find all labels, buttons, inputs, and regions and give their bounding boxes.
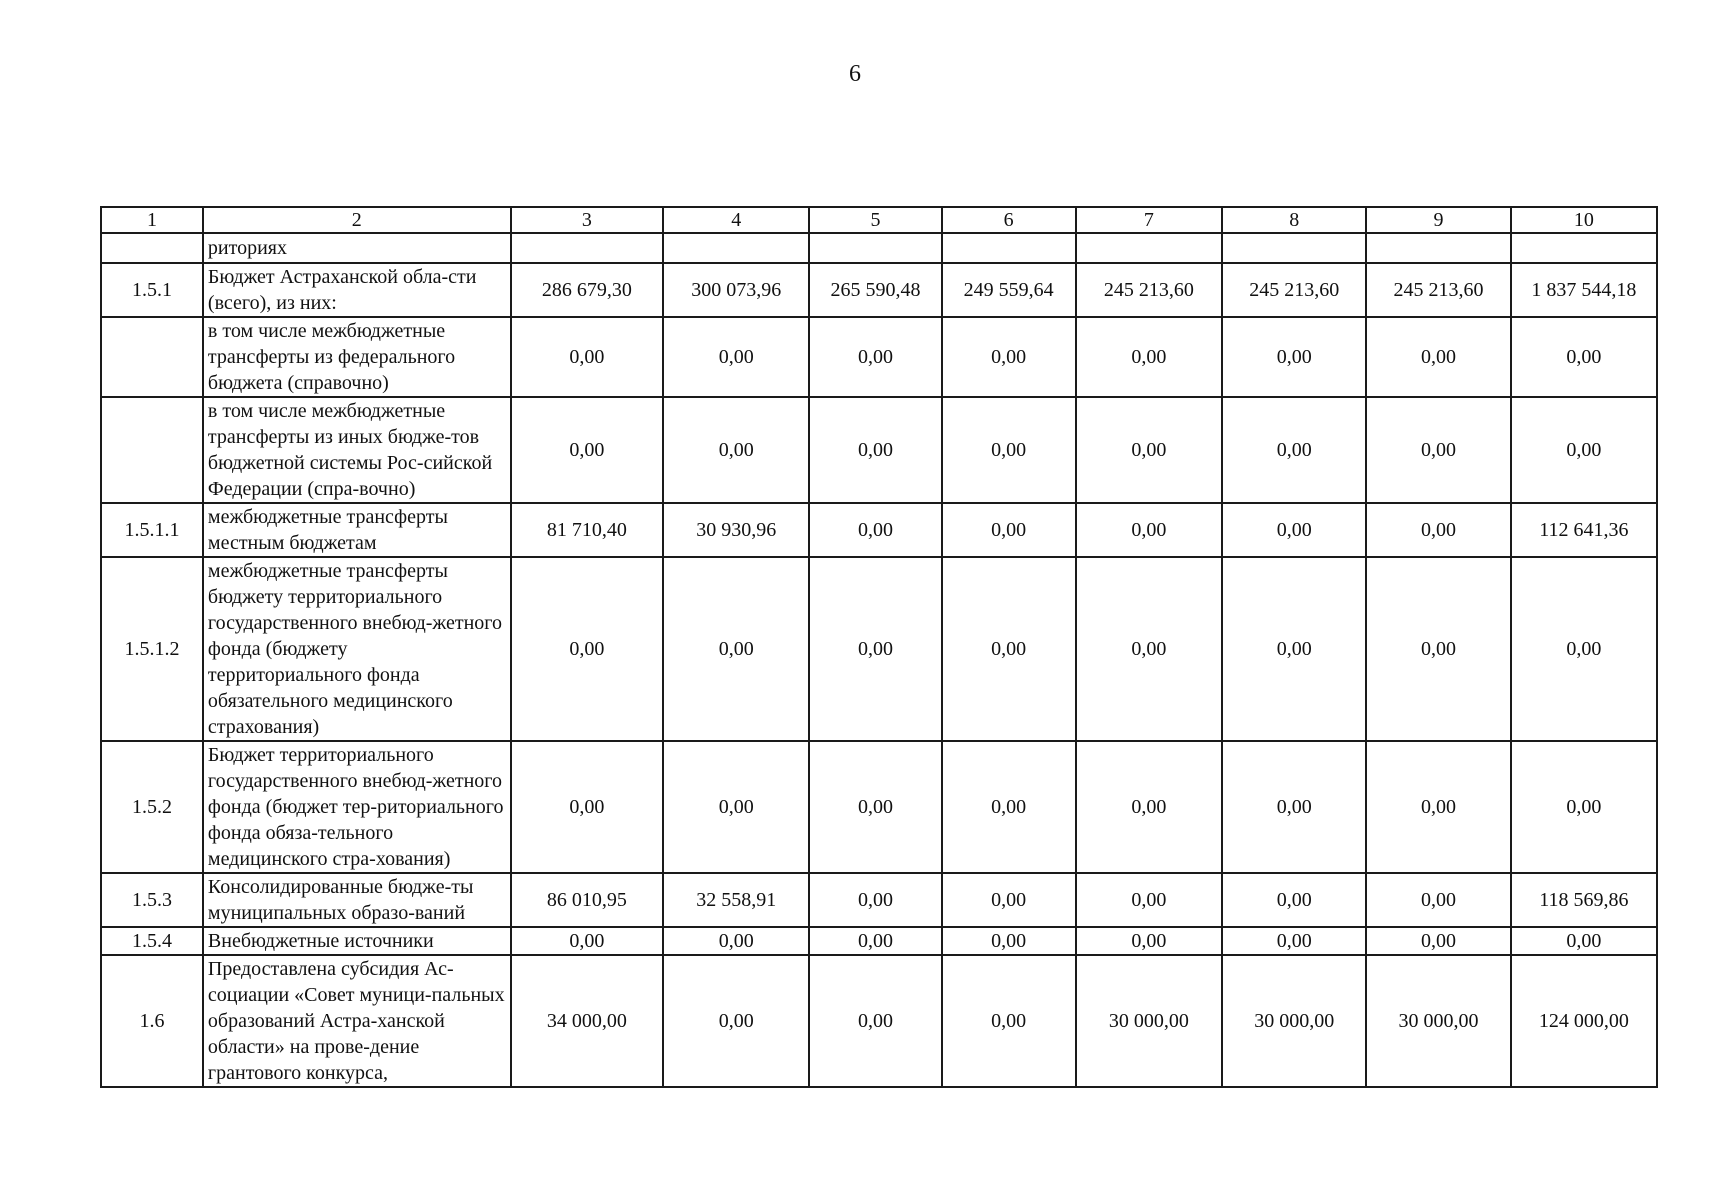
row-number: 1.5.4 [101,927,203,955]
value-cell: 0,00 [1366,873,1510,927]
table-header-row [101,207,1657,233]
value-cell: 0,00 [942,397,1076,503]
value-cell: 245 213,60 [1222,263,1366,317]
header-cell: 9 [1366,207,1510,233]
header-cell: 4 [663,207,809,233]
value-cell: 0,00 [809,397,941,503]
row-number: 1.5.3 [101,873,203,927]
value-cell: 0,00 [1076,397,1222,503]
value-cell: 0,00 [1511,397,1657,503]
row-number: 1.5.1.2 [101,557,203,741]
table-row [101,233,1657,263]
value-cell: 286 679,30 [511,263,663,317]
value-cell: 124 000,00 [1511,955,1657,1087]
header-cell: 1 [101,207,203,233]
value-cell: 0,00 [1076,927,1222,955]
table-row [101,557,1657,741]
table-row [101,927,1657,955]
value-cell: 0,00 [511,927,663,955]
value-cell: 0,00 [1222,741,1366,873]
table-row [101,397,1657,503]
table-row [101,873,1657,927]
value-cell: 0,00 [1511,927,1657,955]
value-cell: 0,00 [942,557,1076,741]
value-cell: 0,00 [809,741,941,873]
row-description: Бюджет территориального государственного внебюд-жетного фонда (бюджет тер-риториального фонда обяза-тельного медицинского стра-хования) [203,741,511,873]
value-cell: 118 569,86 [1511,873,1657,927]
value-cell: 0,00 [1076,873,1222,927]
value-cell: 0,00 [942,317,1076,397]
value-cell: 0,00 [1366,927,1510,955]
value-cell: 32 558,91 [663,873,809,927]
row-description: риториях [203,233,511,263]
value-cell: 81 710,40 [511,503,663,557]
row-number [101,233,203,263]
table-row [101,741,1657,873]
value-cell: 0,00 [1222,873,1366,927]
row-number [101,317,203,397]
value-cell: 0,00 [942,927,1076,955]
value-cell: 0,00 [663,741,809,873]
row-number [101,397,203,503]
value-cell: 0,00 [1511,557,1657,741]
header-cell: 6 [942,207,1076,233]
row-description: в том числе межбюджетные трансферты из федерального бюджета (справочно) [203,317,511,397]
header-cell: 3 [511,207,663,233]
value-cell: 0,00 [1222,397,1366,503]
value-cell: 0,00 [809,317,941,397]
value-cell: 0,00 [1366,557,1510,741]
value-cell: 0,00 [1366,503,1510,557]
value-cell: 245 213,60 [1366,263,1510,317]
value-cell: 0,00 [663,955,809,1087]
row-description: Консолидированные бюдже-ты муниципальных образо-ваний [203,873,511,927]
value-cell: 0,00 [511,557,663,741]
value-cell [1366,233,1510,263]
value-cell [511,233,663,263]
value-cell: 265 590,48 [809,263,941,317]
value-cell: 0,00 [1076,503,1222,557]
table-row [101,955,1657,1087]
header-cell: 8 [1222,207,1366,233]
value-cell [809,233,941,263]
value-cell [1076,233,1222,263]
value-cell: 0,00 [809,503,941,557]
value-cell: 0,00 [1076,557,1222,741]
value-cell: 0,00 [942,873,1076,927]
value-cell: 0,00 [663,397,809,503]
value-cell: 0,00 [1222,557,1366,741]
value-cell: 0,00 [809,873,941,927]
table-row [101,317,1657,397]
value-cell: 249 559,64 [942,263,1076,317]
value-cell: 0,00 [1076,317,1222,397]
header-cell: 10 [1511,207,1657,233]
header-cell: 2 [203,207,511,233]
value-cell: 0,00 [942,955,1076,1087]
value-cell: 0,00 [809,955,941,1087]
budget-table [100,206,1658,1088]
value-cell [942,233,1076,263]
value-cell: 0,00 [1222,927,1366,955]
row-description: Внебюджетные источники [203,927,511,955]
value-cell: 30 930,96 [663,503,809,557]
value-cell [663,233,809,263]
header-cell: 7 [1076,207,1222,233]
value-cell: 0,00 [1511,741,1657,873]
row-description: в том числе межбюджетные трансферты из иных бюдже-тов бюджетной системы Рос-сийской Федерации (спра-вочно) [203,397,511,503]
row-description: межбюджетные трансферты местным бюджетам [203,503,511,557]
row-description: межбюджетные трансферты бюджету территориального государственного внебюд-жетного фонда (бюджету территориального фонда обязательного медицинского страхования) [203,557,511,741]
value-cell: 0,00 [1366,397,1510,503]
row-number: 1.5.1 [101,263,203,317]
value-cell: 30 000,00 [1076,955,1222,1087]
value-cell: 0,00 [1222,503,1366,557]
value-cell: 0,00 [942,741,1076,873]
page-number: 6 [849,61,861,87]
table-row [101,503,1657,557]
value-cell: 30 000,00 [1222,955,1366,1087]
value-cell: 245 213,60 [1076,263,1222,317]
value-cell: 300 073,96 [663,263,809,317]
value-cell: 0,00 [942,503,1076,557]
row-number: 1.5.1.1 [101,503,203,557]
value-cell: 0,00 [1366,741,1510,873]
value-cell: 86 010,95 [511,873,663,927]
value-cell: 0,00 [1366,317,1510,397]
value-cell: 0,00 [511,741,663,873]
value-cell: 0,00 [511,317,663,397]
value-cell: 0,00 [1076,741,1222,873]
row-number: 1.5.2 [101,741,203,873]
value-cell: 0,00 [663,557,809,741]
value-cell: 0,00 [809,557,941,741]
value-cell: 30 000,00 [1366,955,1510,1087]
row-number: 1.6 [101,955,203,1087]
value-cell: 0,00 [809,927,941,955]
row-description: Предоставлена субсидия Ас-социации «Совет муници-пальных образований Астра-ханской области» на прове-дение грантового конкурса, [203,955,511,1087]
value-cell: 0,00 [511,397,663,503]
value-cell: 34 000,00 [511,955,663,1087]
value-cell [1222,233,1366,263]
value-cell: 0,00 [663,927,809,955]
value-cell: 0,00 [1511,317,1657,397]
value-cell [1511,233,1657,263]
header-cell: 5 [809,207,941,233]
value-cell: 0,00 [1222,317,1366,397]
value-cell: 1 837 544,18 [1511,263,1657,317]
value-cell: 112 641,36 [1511,503,1657,557]
value-cell: 0,00 [663,317,809,397]
table-row [101,263,1657,317]
row-description: Бюджет Астраханской обла-сти (всего), из них: [203,263,511,317]
